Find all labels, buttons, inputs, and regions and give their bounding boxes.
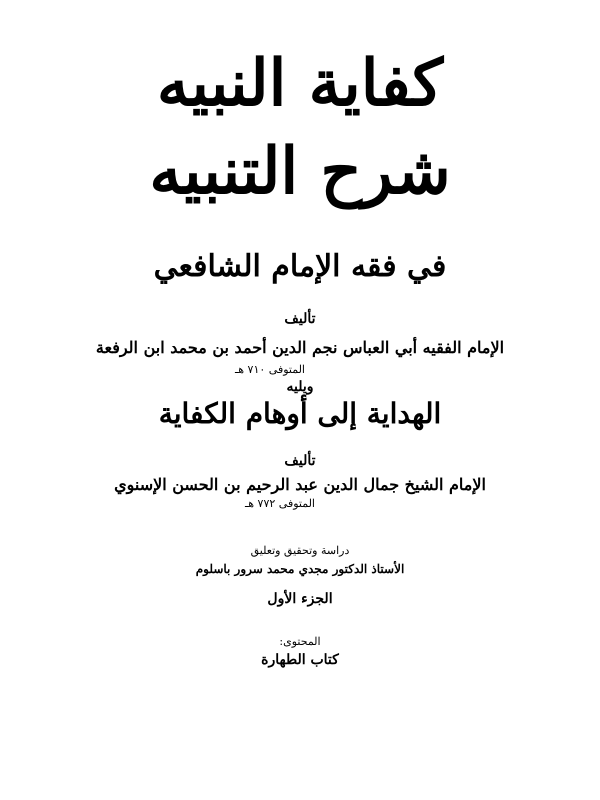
book-subtitle: شرح التنبيه — [149, 134, 451, 209]
author-2: الإمام الشيخ جمال الدين عبد الرحيم بن الحسن الإسنوي — [114, 475, 486, 494]
volume: الجزء الأول — [267, 591, 333, 607]
book-title: كفاية النبيه — [156, 46, 444, 121]
editing-label: دراسة وتحقيق وتعليق — [250, 544, 350, 557]
author-1-death: المتوفى ٧١٠ هـ — [235, 363, 305, 376]
subject-line: في فقه الإمام الشافعي — [153, 249, 447, 284]
contents-label: المحتوى: — [279, 635, 321, 648]
author-1: الإمام الفقيه أبي العباس نجم الدين أحمد بن محمد ابن الرفعة — [95, 338, 505, 357]
editor: الأستاذ الدكتور مجدي محمد سرور باسلوم — [195, 562, 405, 576]
followed-by: ويليه — [286, 379, 314, 395]
authored-by-label: تأليف — [284, 311, 316, 327]
authored-by-label-2: تأليف — [284, 453, 316, 469]
second-title: الهداية إلى أوهام الكفاية — [158, 397, 442, 430]
contents: كتاب الطهارة — [261, 652, 339, 668]
author-2-death: المتوفى ٧٧٢ هـ — [245, 497, 315, 510]
